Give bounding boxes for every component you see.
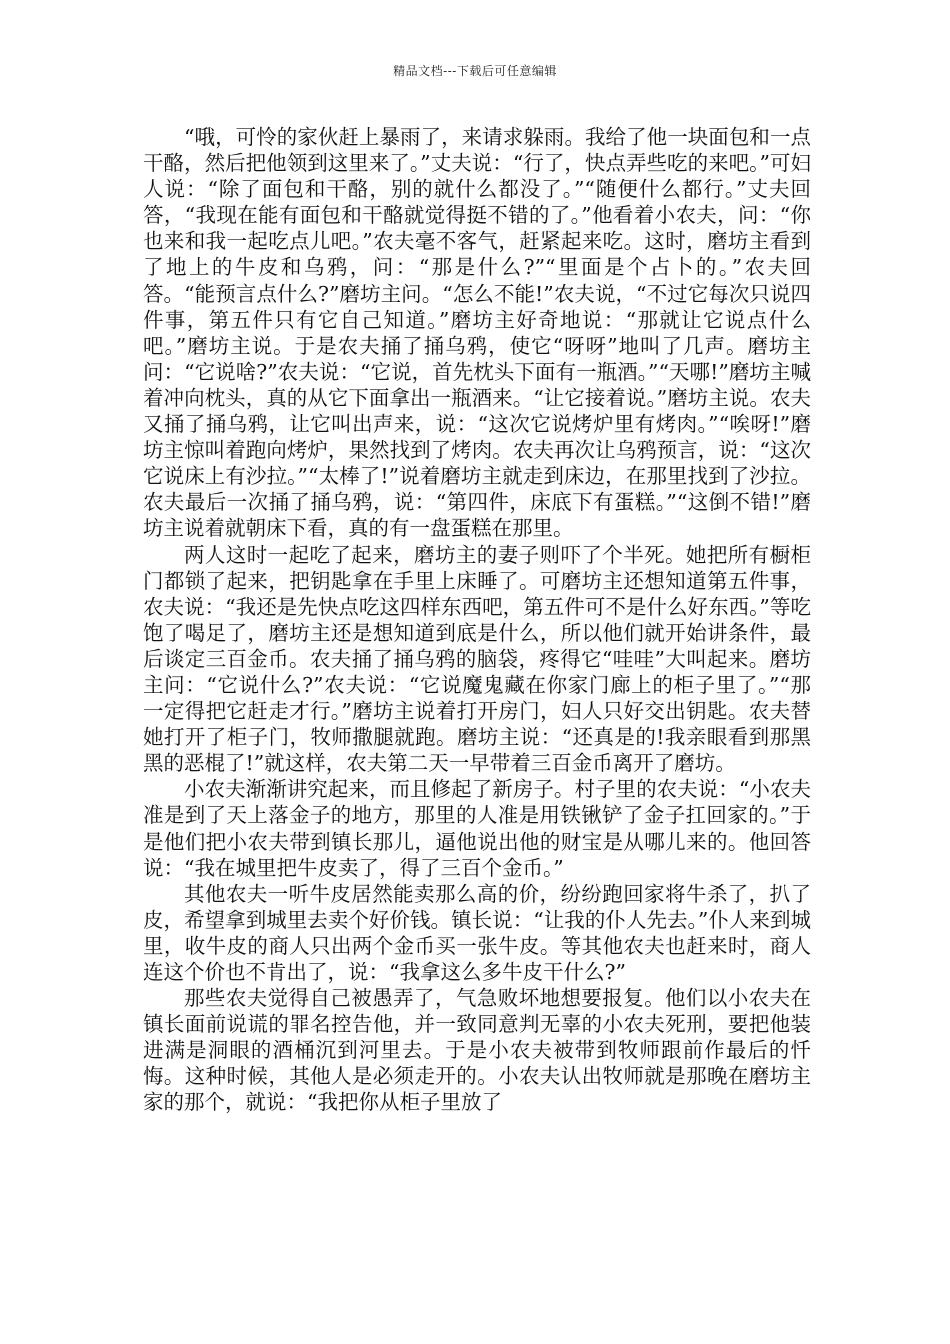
paragraph-3: 小农夫渐渐讲究起来，而且修起了新房子。村子里的农夫说：“小农夫准是到了天上落金子的地方，那里的人准是用铁锹铲了金子扛回家的。”于是他们把小农夫带到镇长那儿，逼他说出他的财宝是从哪儿来的。他回答说：“我在城里把牛皮卖了，得了三百个金币。” bbox=[143, 777, 811, 880]
paragraph-1: “哦，可怜的家伙赶上暴雨了，来请求躲雨。我给了他一块面包和一点干酪，然后把他领到这里来了。”丈夫说：“行了，快点弄些吃的来吧。”可妇人说：“除了面包和干酪，别的就什么都没了。”“随便什么都行。”丈夫回答，“我现在能有面包和干酪就觉得挺不错的了。”他看着小农夫，问：“你也来和我一起吃点儿吧。”农夫毫不客气，赶紧起来吃。这时，磨坊主看到了地上的牛皮和乌鸦，问：“那是什么?”“里面是个占卜的。”农夫回答。“能预言点什么?”磨坊主问。“怎么不能!”农夫说，“不过它每次只说四件事，第五件只有它自己知道。”磨坊主好奇地说：“那就让它说点什么吧。”磨坊主说。于是农夫捅了捅乌鸦，使它“呀呀”地叫了几声。磨坊主问：“它说啥?”农夫说：“它说，首先枕头下面有一瓶酒。”“天哪!”磨坊主喊着冲向枕头，真的从它下面拿出一瓶酒来。“让它接着说。”磨坊主说。农夫又捅了捅乌鸦，让它叫出声来，说：“这次它说烤炉里有烤肉。”“唉呀!”磨坊主惊叫着跑向烤炉，果然找到了烤肉。农夫再次让乌鸦预言，说：“这次它说床上有沙拉。”“太棒了!”说着磨坊主就走到床边，在那里找到了沙拉。农夫最后一次捅了捅乌鸦，说：“第四件，床底下有蛋糕。”“这倒不错!”磨坊主说着就朝床下看，真的有一盘蛋糕在那里。 bbox=[143, 125, 811, 541]
paragraph-2: 两人这时一起吃了起来，磨坊主的妻子则吓了个半死。她把所有橱柜门都锁了起来，把钥匙拿在手里上床睡了。可磨坊主还想知道第五件事，农夫说：“我还是先快点吃这四样东西吧，第五件可不是什么好东西。”等吃饱了喝足了，磨坊主还是想知道到底是什么，所以他们就开始讲条件，最后谈定三百金币。农夫捅了捅乌鸦的脑袋，疼得它“哇哇”大叫起来。磨坊主问：“它说什么?”农夫说：“它说魔鬼藏在你家门廊上的柜子里了。”“那一定得把它赶走才行。”磨坊主说着打开房门，妇人只好交出钥匙。农夫替她打开了柜子门，牧师撒腿就跑。磨坊主说：“还真是的!我亲眼看到那黑黑的恶棍了!”就这样，农夫第二天一早带着三百金币离开了磨坊。 bbox=[143, 542, 811, 776]
document-body bbox=[143, 124, 811, 1116]
page-header: 精品文档---下载后可任意编辑 bbox=[393, 64, 557, 78]
paragraph-4: 其他农夫一听牛皮居然能卖那么高的价，纷纷跑回家将牛杀了，扒了皮，希望拿到城里去卖个好价钱。镇长说：“让我的仆人先去。”仆人来到城里，收牛皮的商人只出两个金币买一张牛皮。等其他农夫也赶来时，商人连这个价也不肯出了，说：“我拿这么多牛皮干什么?” bbox=[143, 881, 811, 984]
paragraph-5: 那些农夫觉得自己被愚弄了，气急败坏地想要报复。他们以小农夫在镇长面前说谎的罪名控告他，并一致同意判无辜的小农夫死刑，要把他装进满是洞眼的酒桶沉到河里去。于是小农夫被带到牧师跟前作最后的忏悔。这种时候，其他人是必须走开的。小农夫认出牧师就是那晚在磨坊主家的那个，就说：“我把你从柜子里放了 bbox=[143, 986, 811, 1115]
